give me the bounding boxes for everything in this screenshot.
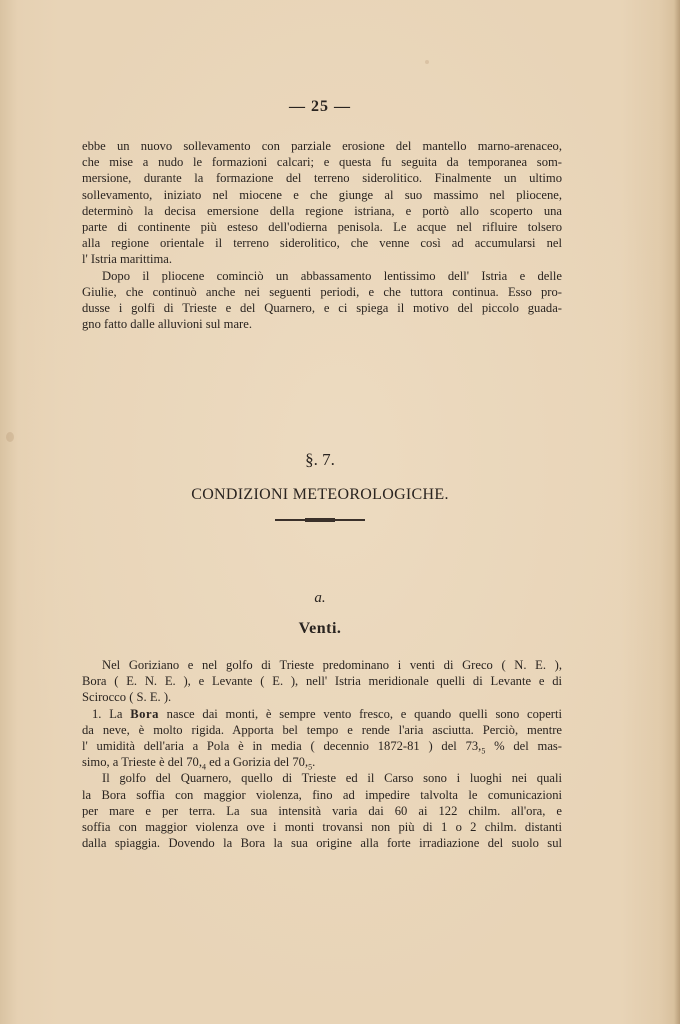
text-fragment: l' umidità dell'aria a Pola è in media ( decennio 1872-81 ) del 73, bbox=[82, 739, 482, 754]
text-line: la Bora soffia con maggior violenza, fino ad impedire talvolta le comunicazioni bbox=[82, 787, 562, 802]
text-line: sollevamento, iniziato nel miocene e che giunge al suo massimo nel pliocene, bbox=[82, 187, 562, 202]
paper-spot bbox=[6, 432, 14, 442]
text-line: dalla spiaggia. Dovendo la Bora la sua origine alla forte irradiazione del suolo sul bbox=[82, 836, 562, 851]
text-line: Dopo il pliocene cominciò un abbassamento lentissimo dell' Istria e delle bbox=[102, 268, 562, 283]
page-edge-shadow bbox=[674, 0, 680, 1024]
text-fragment: . bbox=[312, 755, 316, 770]
text-line: Scirocco ( S. E. ). bbox=[82, 690, 172, 705]
paragraph bbox=[82, 706, 562, 771]
text-line: determinò la decisa emersione della regione istriana, e portò allo scoperto una bbox=[82, 203, 562, 218]
text-line: l' Istria marittima. bbox=[82, 252, 173, 267]
text-line bbox=[82, 754, 562, 770]
text-line: Bora ( E. N. E. ), e Levante ( E. ), nell' Istria meridionale quelli di Levante e di bbox=[82, 674, 562, 689]
text-block-bottom bbox=[82, 657, 562, 851]
text-fragment: % del mas- bbox=[494, 739, 562, 754]
text-line: ebbe un nuovo sollevamento con parziale erosione del mantello marno-arenaceo, bbox=[82, 139, 562, 153]
text-fragment: ed a Gorizia del 70, bbox=[209, 755, 309, 770]
subsection-letter: a. bbox=[314, 590, 326, 606]
subsection-title: Venti. bbox=[298, 620, 342, 637]
text-block-top bbox=[82, 138, 562, 332]
list-number: 1. La bbox=[92, 706, 123, 721]
paragraph bbox=[82, 657, 562, 706]
title-divider bbox=[275, 519, 365, 521]
subscript: 4 bbox=[202, 762, 206, 772]
text-line: per mare e per terra. La sua intensità varia dai 60 ai 122 chilm. all'ora, e bbox=[82, 803, 562, 818]
text-fragment: nasce dai monti, è sempre vento fresco, e quando quelli sono coperti bbox=[166, 706, 562, 721]
text-line: Giulie, che continuò anche nei seguenti periodi, e che tuttora continua. Esso pro- bbox=[82, 284, 562, 299]
bold-term: Bora bbox=[130, 706, 159, 721]
section-number: §. 7. bbox=[305, 450, 335, 469]
paragraph bbox=[82, 770, 562, 851]
section-title: CONDIZIONI METEOROLOGICHE. bbox=[191, 486, 449, 503]
text-line: alla regione orientale il terreno siderolitico, che venne così ad accumularsi nel bbox=[82, 236, 562, 251]
paragraph bbox=[82, 268, 562, 333]
text-line: dusse i golfi di Trieste e del Quarnero, e ci spiega il motivo del piccolo guada- bbox=[82, 301, 562, 316]
subscript: 5 bbox=[481, 746, 486, 756]
text-line bbox=[82, 738, 562, 754]
text-line: gno fatto dalle alluvioni sul mare. bbox=[82, 317, 252, 332]
text-line bbox=[82, 706, 562, 722]
text-line: parte di continente più esteso dell'odierna penisola. Le acque nel rifluire tolsero bbox=[82, 220, 562, 235]
text-line: da neve, è molto rigida. Apporta bel tempo e rende l'aria asciutta. Perciò, mentre bbox=[82, 722, 562, 737]
subscript: 5 bbox=[308, 762, 313, 772]
paper-spot bbox=[425, 60, 429, 64]
text-line: mersione, durante la formazione del terreno siderolitico. Finalmente un ultimo bbox=[82, 171, 562, 186]
text-fragment: simo, a Trieste è del 70, bbox=[82, 755, 202, 770]
text-line: Il golfo del Quarnero, quello di Trieste ed il Carso sono i luoghi nei quali bbox=[102, 771, 562, 786]
paragraph bbox=[82, 138, 562, 268]
text-line: Nel Goriziano e nel golfo di Trieste predominano i venti di Greco ( N. E. ), bbox=[102, 658, 562, 672]
page-number: — 25 — bbox=[289, 98, 351, 115]
text-line: che mise a nudo le formazioni calcari; e questa fu seguita da temporanea som- bbox=[82, 155, 562, 170]
text-line: soffia con maggior violenza ove i monti trovansi non più di 1 o 2 chilm. distanti bbox=[82, 820, 562, 835]
